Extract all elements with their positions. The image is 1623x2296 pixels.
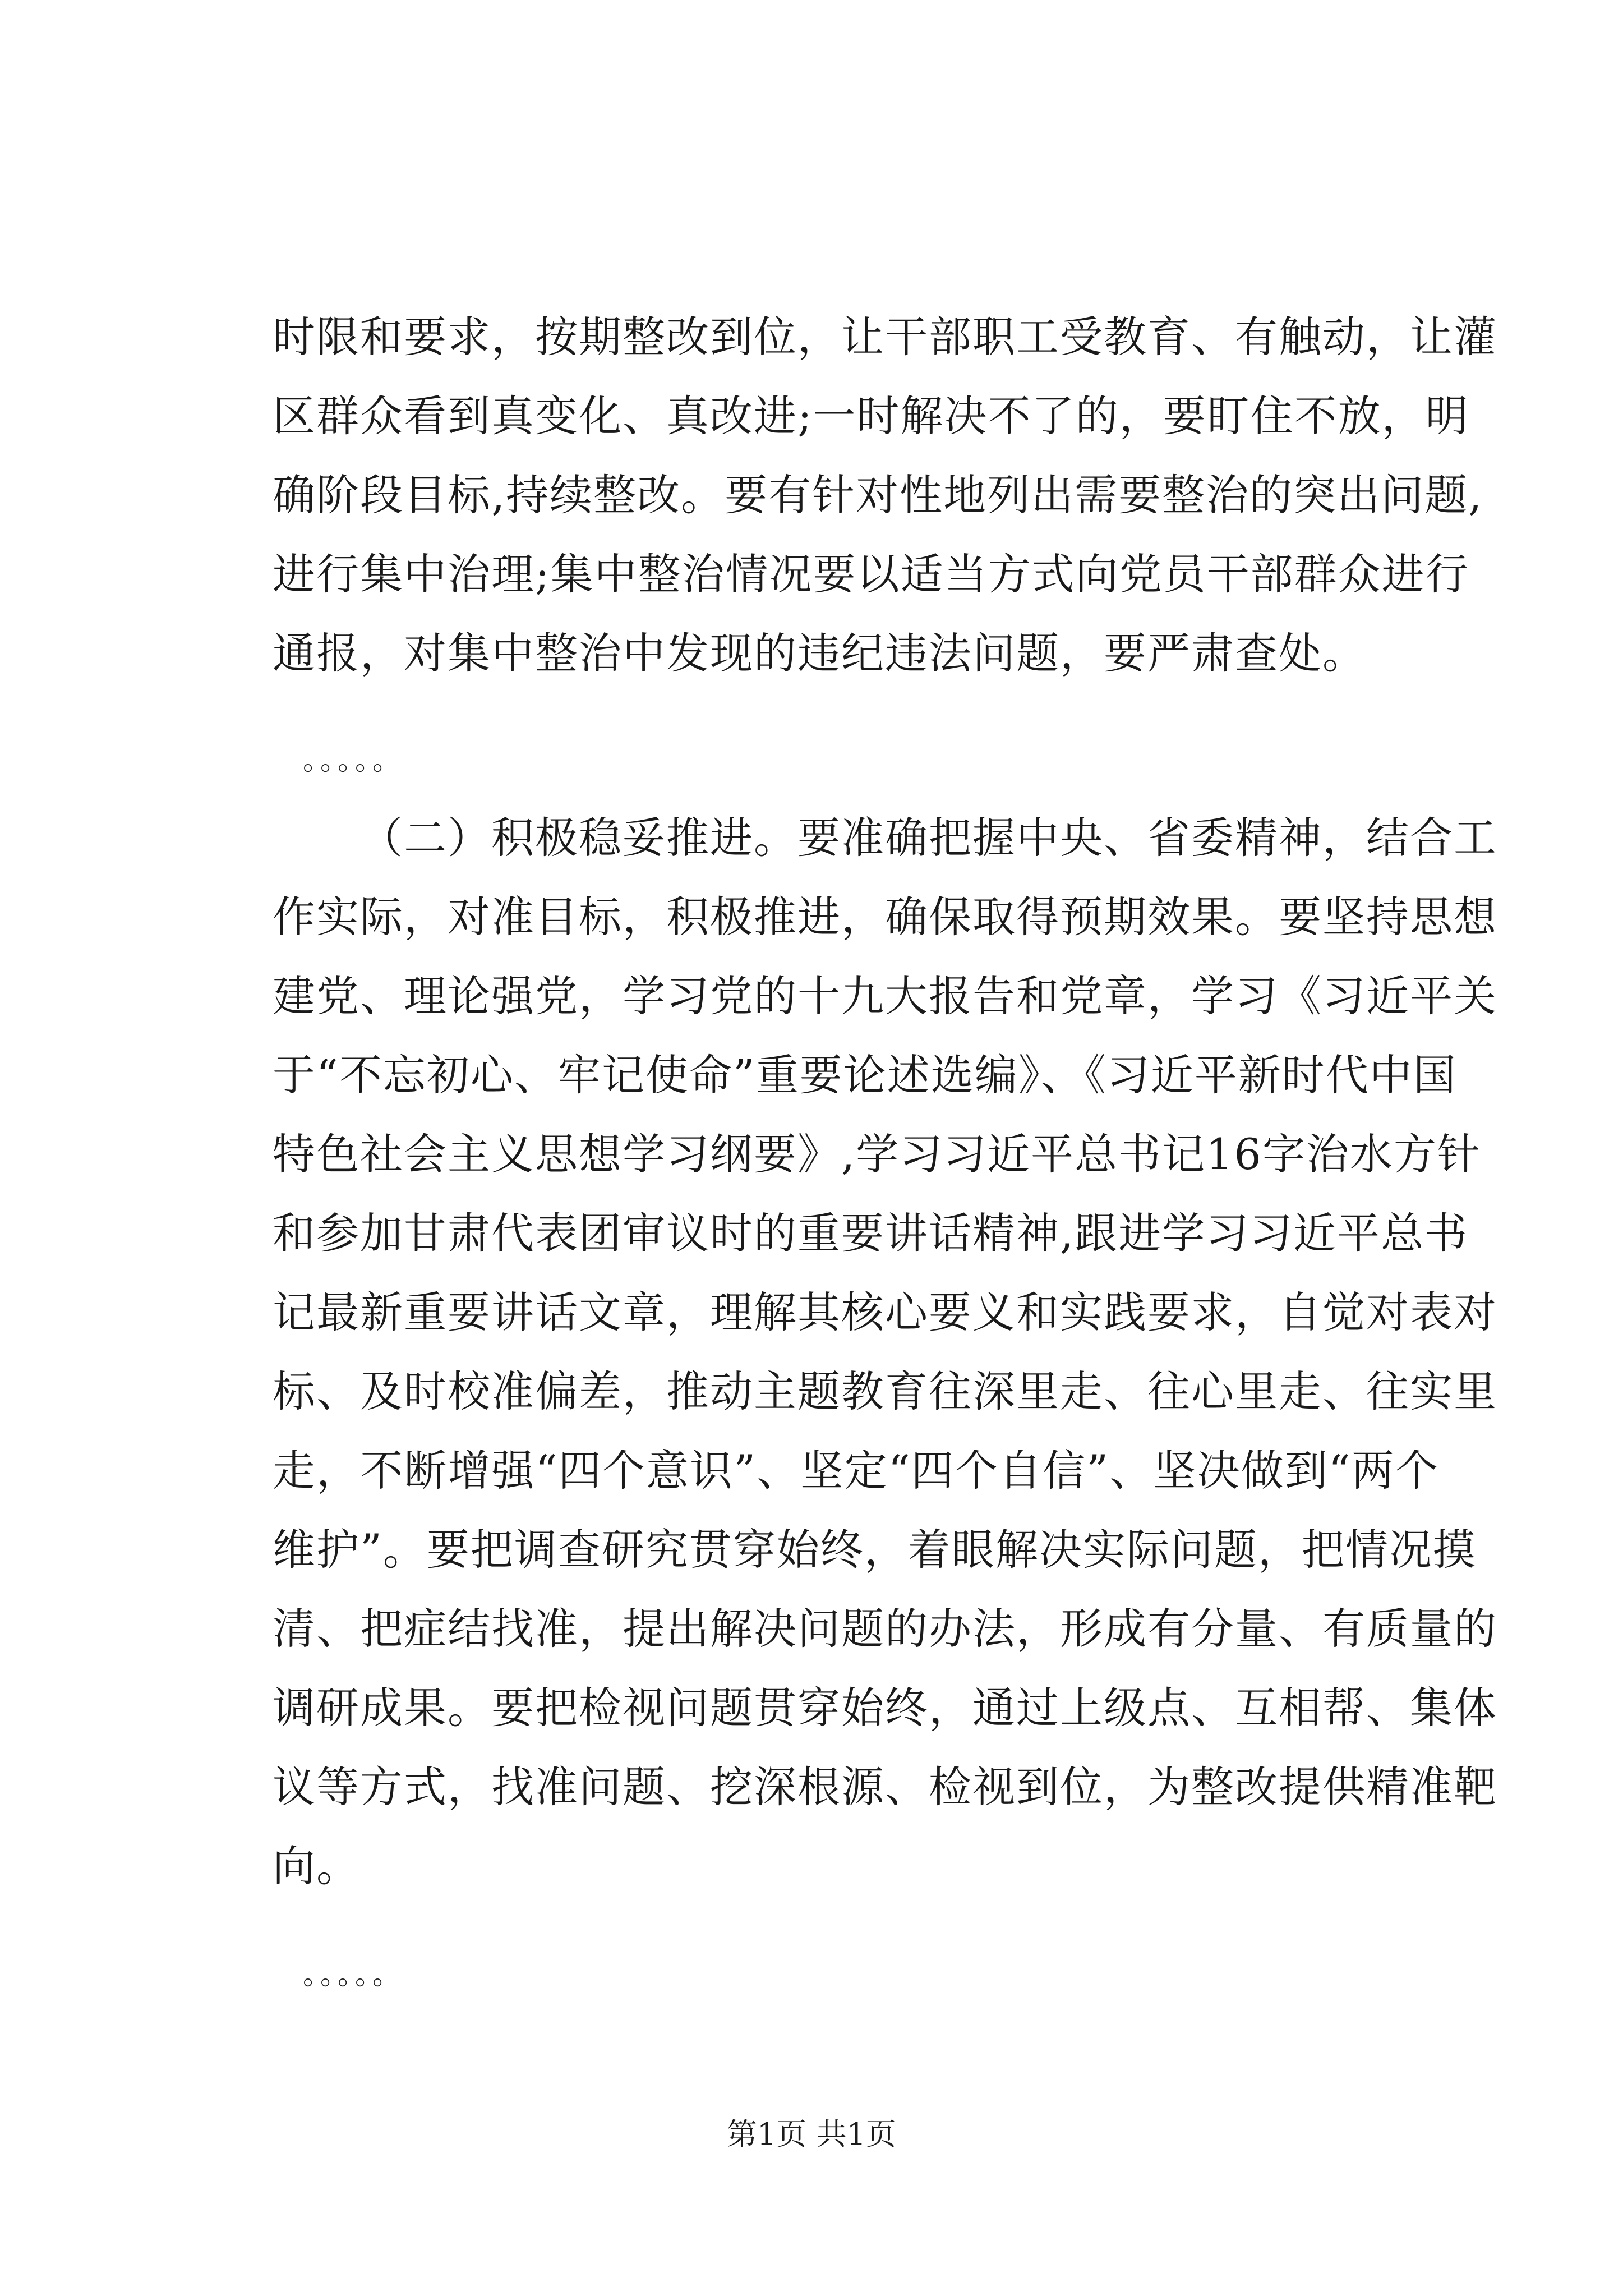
paragraph-line: 记最新重要讲话文章，理解其核心要义和实践要求，自觉对表对 [273, 1287, 1497, 1337]
paragraph-line: 通报，对集中整治中发现的违纪违法问题，要严肃查处。 [273, 628, 1366, 678]
page-number-footer: 第1页 共1页 [727, 2116, 896, 2152]
paragraph-line: 标、及时校准偏差，推动主题教育往深里走、往心里走、往实里 [273, 1366, 1497, 1416]
paragraph-2 [273, 798, 1497, 1906]
paragraph-line: 走，不断增强“四个意识”、坚定“四个自信”、坚决做到“两个 [273, 1446, 1439, 1496]
separator-dots: 。。。。。 [303, 744, 404, 776]
paragraph-line: 向。 [273, 1841, 360, 1891]
separator-dots: 。。。。。 [303, 1958, 404, 1991]
paragraph-line: 时限和要求，按期整改到位，让干部职工受教育、有触动，让灌 [273, 312, 1497, 362]
paragraph-line: 于“不忘初心、牢记使命”重要论述选编》、《习近平新时代中国 [273, 1050, 1457, 1100]
paragraph-line: （二）积极稳妥推进。要准确把握中央、省委精神，结合工 [360, 813, 1497, 863]
paragraph-line: 维护”。要把调查研究贯穿始终，着眼解决实际问题，把情况摸 [273, 1525, 1477, 1575]
paragraph-line: 确阶段目标,持续整改。要有针对性地列出需要整治的突出问题, [273, 470, 1483, 520]
paragraph-line: 区群众看到真变化、真改进;一时解决不了的，要盯住不放，明 [273, 391, 1469, 441]
paragraph-1 [273, 297, 1497, 693]
paragraph-line: 特色社会主义思想学习纲要》,学习习近平总书记16字治水方针 [273, 1129, 1481, 1179]
paragraph-line: 清、把症结找准，提出解决问题的办法，形成有分量、有质量的 [273, 1604, 1497, 1654]
paragraph-line: 进行集中治理;集中整治情况要以适当方式向党员干部群众进行 [273, 549, 1469, 599]
paragraph-line: 建党、理论强党，学习党的十九大报告和党章，学习《习近平关 [273, 971, 1497, 1021]
paragraph-line: 作实际，对准目标，积极推进，确保取得预期效果。要坚持思想 [273, 892, 1497, 942]
paragraph-line: 和参加甘肃代表团审议时的重要讲话精神,跟进学习习近平总书 [273, 1208, 1469, 1258]
paragraph-line: 调研成果。要把检视问题贯穿始终，通过上级点、互相帮、集体 [273, 1683, 1497, 1733]
paragraph-line: 议等方式，找准问题、挖深根源、检视到位，为整改提供精准靶 [273, 1762, 1497, 1812]
